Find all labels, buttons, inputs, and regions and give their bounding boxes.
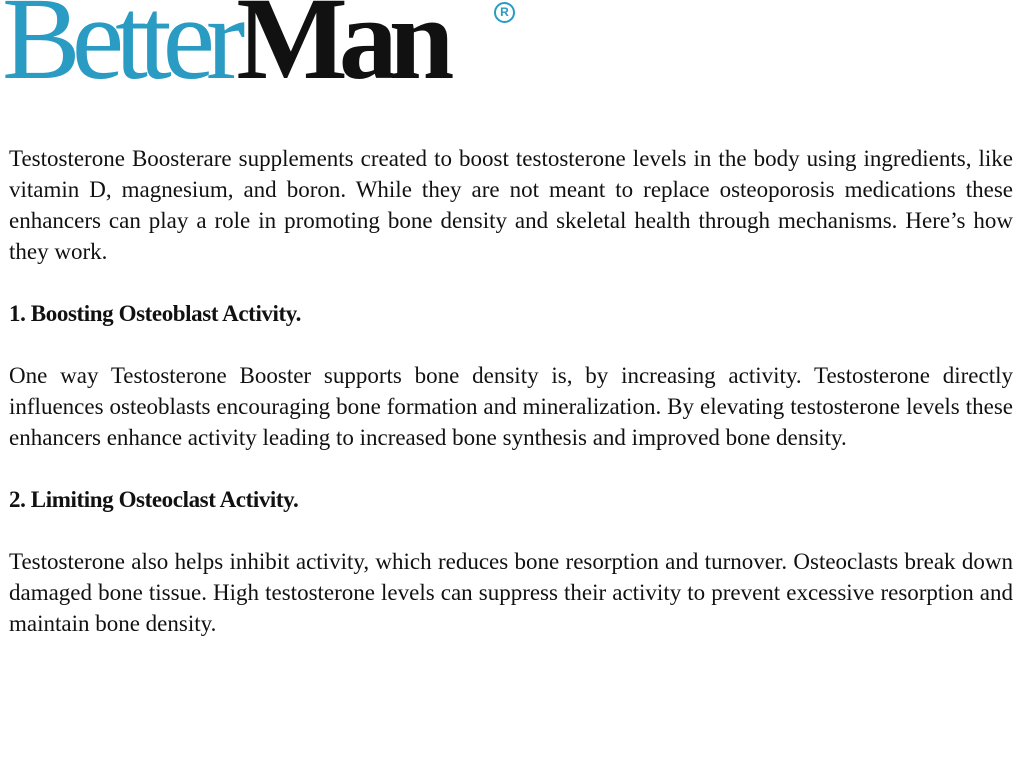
registered-trademark-icon: R [494, 2, 515, 23]
section-paragraph-osteoclast: Testosterone also helps inhibit activity, which reduces bone resorption and turnover. Osteoclasts break down damaged bone tissue. High testosterone levels can suppress their activity to prevent excessive resorption and maintain bone density. [9, 549, 1013, 636]
section-heading-osteoblast: 1. Boosting Osteoblast Activity. [9, 301, 301, 326]
logo-man-text: Man [236, 0, 446, 104]
logo-wordmark [2, 0, 446, 104]
section-paragraph-osteoblast: One way Testosterone Booster supports bone density is, by increasing activity. Testosterone directly influences osteoblasts encouraging bone formation and mineralization. By elevating testosterone levels these enhancers enhance activity leading to increased bone synthesis and improved bone density. [9, 363, 1013, 450]
intro-paragraph: Testosterone Boosterare supplements created to boost testosterone levels in the body using ingredients, like vitamin D, magnesium, and boron. While they are not meant to replace osteoporosis medications these enhancers can play a role in promoting bone density and skeletal health through mechanisms. Here’s how they work. [9, 146, 1013, 264]
brand-logo [2, 0, 532, 104]
section-heading-osteoclast: 2. Limiting Osteoclast Activity. [9, 487, 299, 512]
article-body [9, 143, 1013, 670]
logo-better-text: Better [2, 0, 237, 104]
